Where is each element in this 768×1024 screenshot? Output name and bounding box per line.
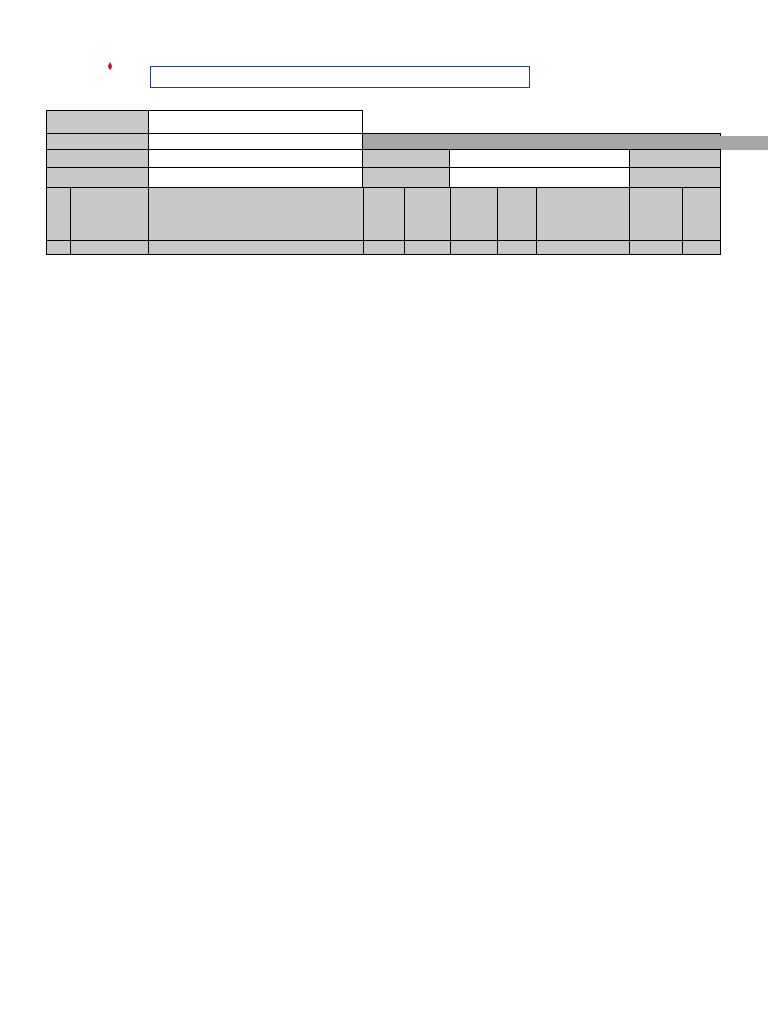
total-task-a <box>630 241 683 255</box>
torch-icon <box>105 62 115 74</box>
teacher-field[interactable] <box>449 167 630 188</box>
col-date <box>451 188 498 241</box>
school-id-field[interactable] <box>148 149 363 168</box>
school-name-field[interactable] <box>449 149 630 168</box>
col-birthdate <box>405 188 451 241</box>
school-id-label <box>46 149 149 168</box>
region-label <box>46 133 149 150</box>
grade-field[interactable] <box>148 167 363 188</box>
logo-tagline <box>76 97 146 103</box>
offsheet-band <box>720 136 768 150</box>
region-field[interactable] <box>148 133 363 150</box>
col-sn <box>47 188 71 241</box>
total-task-b <box>683 241 721 255</box>
col-lrn <box>71 188 149 241</box>
col-task-a <box>630 188 683 241</box>
section-label <box>629 167 721 188</box>
totals-row <box>47 241 721 255</box>
school-name-label <box>362 149 450 168</box>
learner-table <box>46 187 721 255</box>
region-blank-band <box>362 133 721 150</box>
learner-rows <box>47 241 721 255</box>
loi-moi-label <box>629 149 721 168</box>
col-name <box>149 188 364 241</box>
col-age <box>498 188 537 241</box>
page-title <box>150 66 530 88</box>
col-task-b <box>683 188 721 241</box>
assessment-type-field[interactable] <box>148 110 363 134</box>
deped-matatag-logo <box>76 60 148 108</box>
assessment-type-label <box>46 110 149 134</box>
grade-label <box>46 167 149 188</box>
teacher-label <box>362 167 450 188</box>
col-mother-tongue <box>537 188 630 241</box>
col-sex <box>364 188 405 241</box>
